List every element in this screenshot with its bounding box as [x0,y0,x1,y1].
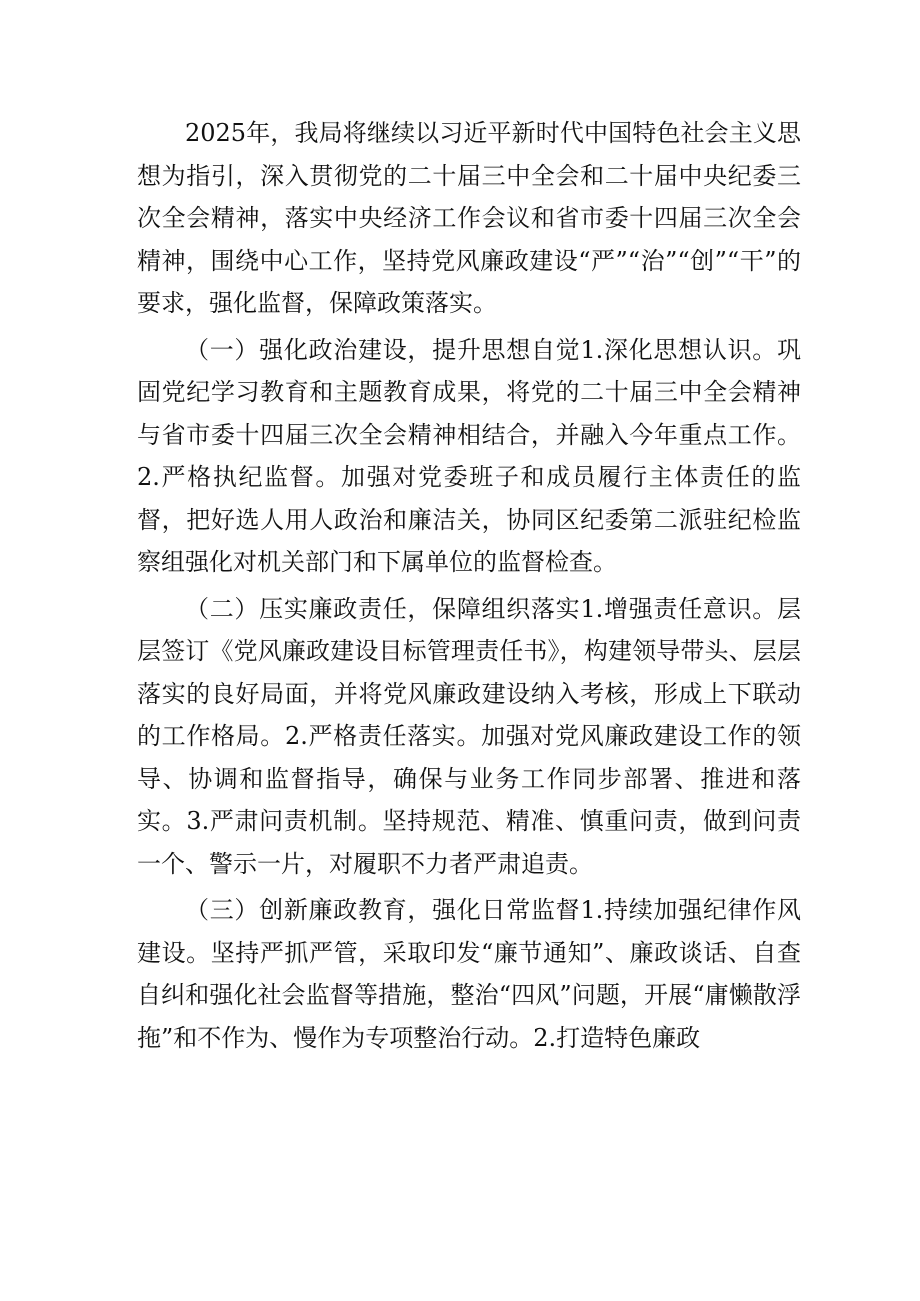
document-body [137,112,801,1059]
section-2-paragraph: （二）压实廉政责任，保障组织落实1.增强责任意识。层层签订《党风廉政建设目标管理责任书》，构建领导带头、层层落实的良好局面，并将党风廉政建设纳入考核，形成上下联动的工作格局。2.严格责任落实。加强对党风廉政建设工作的领导、协调和监督指导，确保与业务工作同步部署、推进和落实。3.严肃问责机制。坚持规范、精准、慎重问责，做到问责一个、警示一片，对履职不力者严肃追责。 [137,594,801,878]
section-1-paragraph: （一）强化政治建设，提升思想自觉1.深化思想认识。巩固党纪学习教育和主题教育成果，将党的二十届三中全会精神与省市委十四届三次全会精神相结合，并融入今年重点工作。2.严格执纪监督。加强对党委班子和成员履行主体责任的监督，把好选人用人政治和廉洁关，协同区纪委第二派驻纪检监察组强化对机关部门和下属单位的监督检查。 [137,335,801,576]
section-3-paragraph: （三）创新廉政教育，强化日常监督1.持续加强纪律作风建设。坚持严抓严管，采取印发“廉节通知”、廉政谈话、自查自纠和强化社会监督等措施，整治“四风”问题，开展“庸懒散浮拖”和不作为、慢作为专项整治行动。2.打造特色廉政 [137,896,801,1052]
intro-paragraph: 2025年，我局将继续以习近平新时代中国特色社会主义思想为指引，深入贯彻党的二十届三中全会和二十届中央纪委三次全会精神，落实中央经济工作会议和省市委十四届三次全会精神，围绕中心工作，坚持党风廉政建设“严”“治”“创”“干”的要求，强化监督，保障政策落实。 [137,119,801,317]
